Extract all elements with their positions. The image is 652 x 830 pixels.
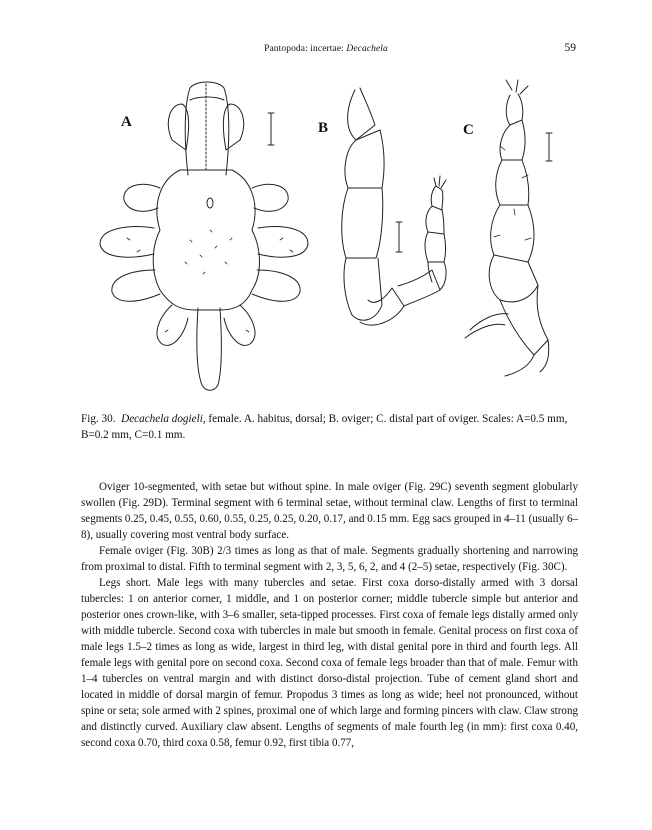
- caption-text: , female. A. habitus, dorsal; B. oviger; C. distal part of oviger. Scales: A=0.5 mm, B=0.2 mm, C=0.1 mm.: [81, 413, 568, 441]
- panel-label-c: C: [463, 122, 474, 138]
- oviger-distal-drawing: [465, 80, 552, 376]
- figure-30: [0, 0, 652, 400]
- figure-illustration: [0, 0, 652, 400]
- caption-species: Decachela dogieli: [121, 413, 203, 425]
- caption-number: Fig. 30.: [81, 413, 116, 425]
- body-text: [81, 479, 578, 751]
- oviger-drawing: [342, 88, 446, 325]
- panel-label-b: B: [318, 120, 329, 136]
- paragraph-oviger: Oviger 10-segmented, with setae but without spine. In male oviger (Fig. 29C) seventh segment globularly swollen (Fig. 29D). Terminal segment with 6 terminal setae, without terminal claw. Lengths of first to terminal segments 0.25, 0.45, 0.55, 0.60, 0.55, 0.25, 0.25, 0.20, 0.17, and 0.15 mm. Egg sacs grouped in 4–11 (usually 6–8), usually covering most ventral body surface.: [81, 481, 578, 541]
- paragraph-legs: Legs short. Male legs with many tubercles and setae. First coxa dorso-distally armed with 3 dorsal tubercles: 1 on anterior corner, 1 middle, and 1 on posterior corner; middle tubercle simple but anterior and posterior ones crown-like, with 3–6 smaller, seta-tipped processes. First coxa of female legs distally armed only with middle tubercle. Second coxa with tubercles in male but smooth in female. Genital process on first coxa of male legs 1.5–2 times as long as wide, largest in third leg, with distal genital pore in third and fourth legs. All female legs with genital pore on second coxa. Second coxa of female legs broader than that of male. Femur with 1–4 tubercles on ventral margin and with distinct dorso-distal projection. Tube of cement gland short and located in middle of dorsal margin of femur. Propodus 3 times as long as wide; heel not pronounced, without spine or seta; sole armed with 2 spines, proximal one of which large and forming pincers with claw. Claw strong and distinctly curved. Auxiliary claw absent. Lengths of segments of male fourth leg (in mm): first coxa 0.40, second coxa 0.70, third coxa 0.58, femur 0.92, first tibia 0.77,: [81, 577, 578, 749]
- figure-caption: [81, 411, 577, 443]
- page-number: 59: [564, 42, 576, 54]
- running-head-genus: Decachela: [346, 44, 388, 54]
- running-head-prefix: Pantopoda: incertae:: [264, 44, 347, 54]
- habitus-dorsal-drawing: [100, 82, 308, 390]
- panel-label-a: A: [121, 114, 132, 130]
- paragraph-female-oviger: Female oviger (Fig. 30B) 2/3 times as long as that of male. Segments gradually shortening and narrowing from proximal to distal. Fifth to terminal segment with 2, 3, 5, 6, 2, and 4 (2–5) setae, respectively (Fig. 30C).: [81, 545, 578, 573]
